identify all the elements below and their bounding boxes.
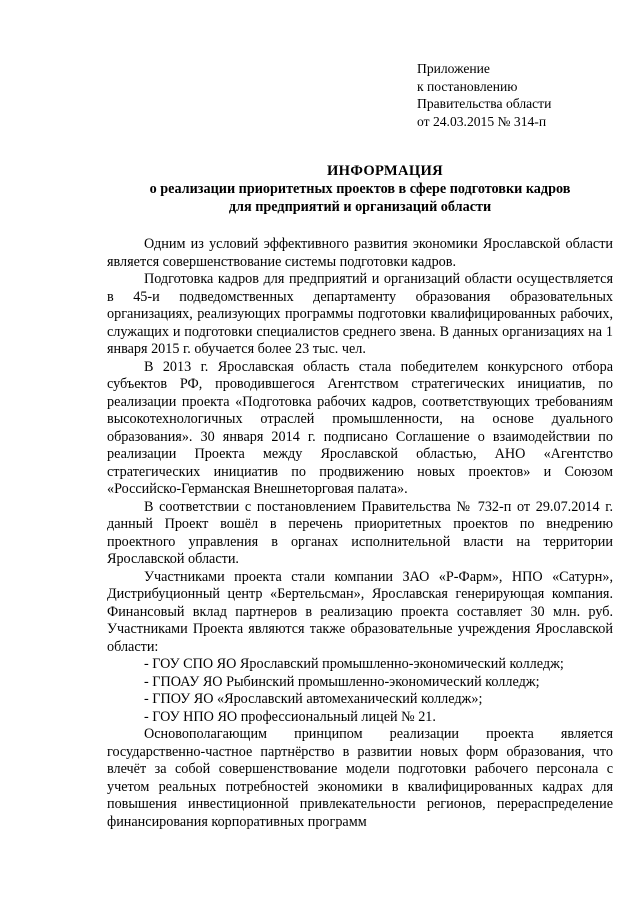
title-main: ИНФОРМАЦИЯ (327, 163, 443, 179)
appendix-line: Правительства области (417, 96, 552, 112)
paragraph: Одним из условий эффективного развития экономики Ярославской области является совершенствование системы подготовки кадров. (107, 236, 613, 270)
paragraph: Участниками проекта стали компании ЗАО «Р-Фарм», НПО «Сатурн», Дистрибуционный центр «Бертельсман», Ярославская генерирующая компания. Финансовый вклад партнеров в реализацию проекта составляет 30 млн. руб. Участниками Проекта являются также образовательные учреждения Ярославской области: (107, 568, 613, 655)
appendix-header (417, 60, 627, 130)
paragraph: В 2013 г. Ярославская область стала победителем конкурсного отбора субъектов РФ, проводившегося Агентством стратегических инициатив, по реализации проекта «Подготовка рабочих кадров, соответствующих требованиям высокотехнологичных отраслей промышленности, на основе дуального образования». 30 января 2014 г. подписано Соглашение о взаимодействии по реализации Проекта между Ярославской областью, АНО «Агентство стратегических инициатив по продвижению новых проектов» и Союзом «Российско-Германская Внешнеторговая палата». (107, 358, 613, 497)
document-title (100, 162, 620, 216)
appendix-line: Приложение (417, 61, 490, 76)
document-body (107, 236, 613, 831)
list-item: - ГПОУ ЯО «Ярославский автомеханический колледж»; (144, 691, 483, 707)
title-subtitle-line: для предприятий и организаций области (228, 199, 492, 215)
title-subtitle-line: о реализации приоритетных проектов в сфере подготовки кадров (149, 181, 571, 197)
appendix-line: от 24.03.2015 № 314-п (417, 113, 547, 129)
paragraph: Подготовка кадров для предприятий и организаций области осуществляется в 45-и подведомственных департаменту образования образовательных организациях, реализующих программы подготовки квалифицированных рабочих, служащих и подготовки специалистов среднего звена. В данных организациях на 1 января 2015 г. обучается более 23 тыс. чел. (107, 271, 613, 357)
list-item: - ГОУ СПО ЯО Ярославский промышленно-экономический колледж; (144, 656, 564, 672)
appendix-line: к постановлению (417, 78, 518, 94)
closing-paragraph: Основополагающим принципом реализации проекта является государственно-частное партнёрство в развитии новых форм образования, что влечёт за собой совершенствование модели подготовки рабочего персонала с учетом реальных потребностей экономики в квалифицированных кадрах для повышения инвестиционной привлекательности регионов, перераспределение финансирования корпоративных программ (107, 726, 613, 830)
list-item: - ГПОАУ ЯО Рыбинский промышленно-экономический колледж; (144, 673, 540, 690)
paragraph: В соответствии с постановлением Правительства № 732-п от 29.07.2014 г. данный Проект вошёл в перечень приоритетных проектов по внедрению проектного управления в органах исполнительной власти на территории Ярославской области. (107, 498, 613, 567)
list-item: - ГОУ НПО ЯО профессиональный лицей № 21. (144, 708, 436, 725)
